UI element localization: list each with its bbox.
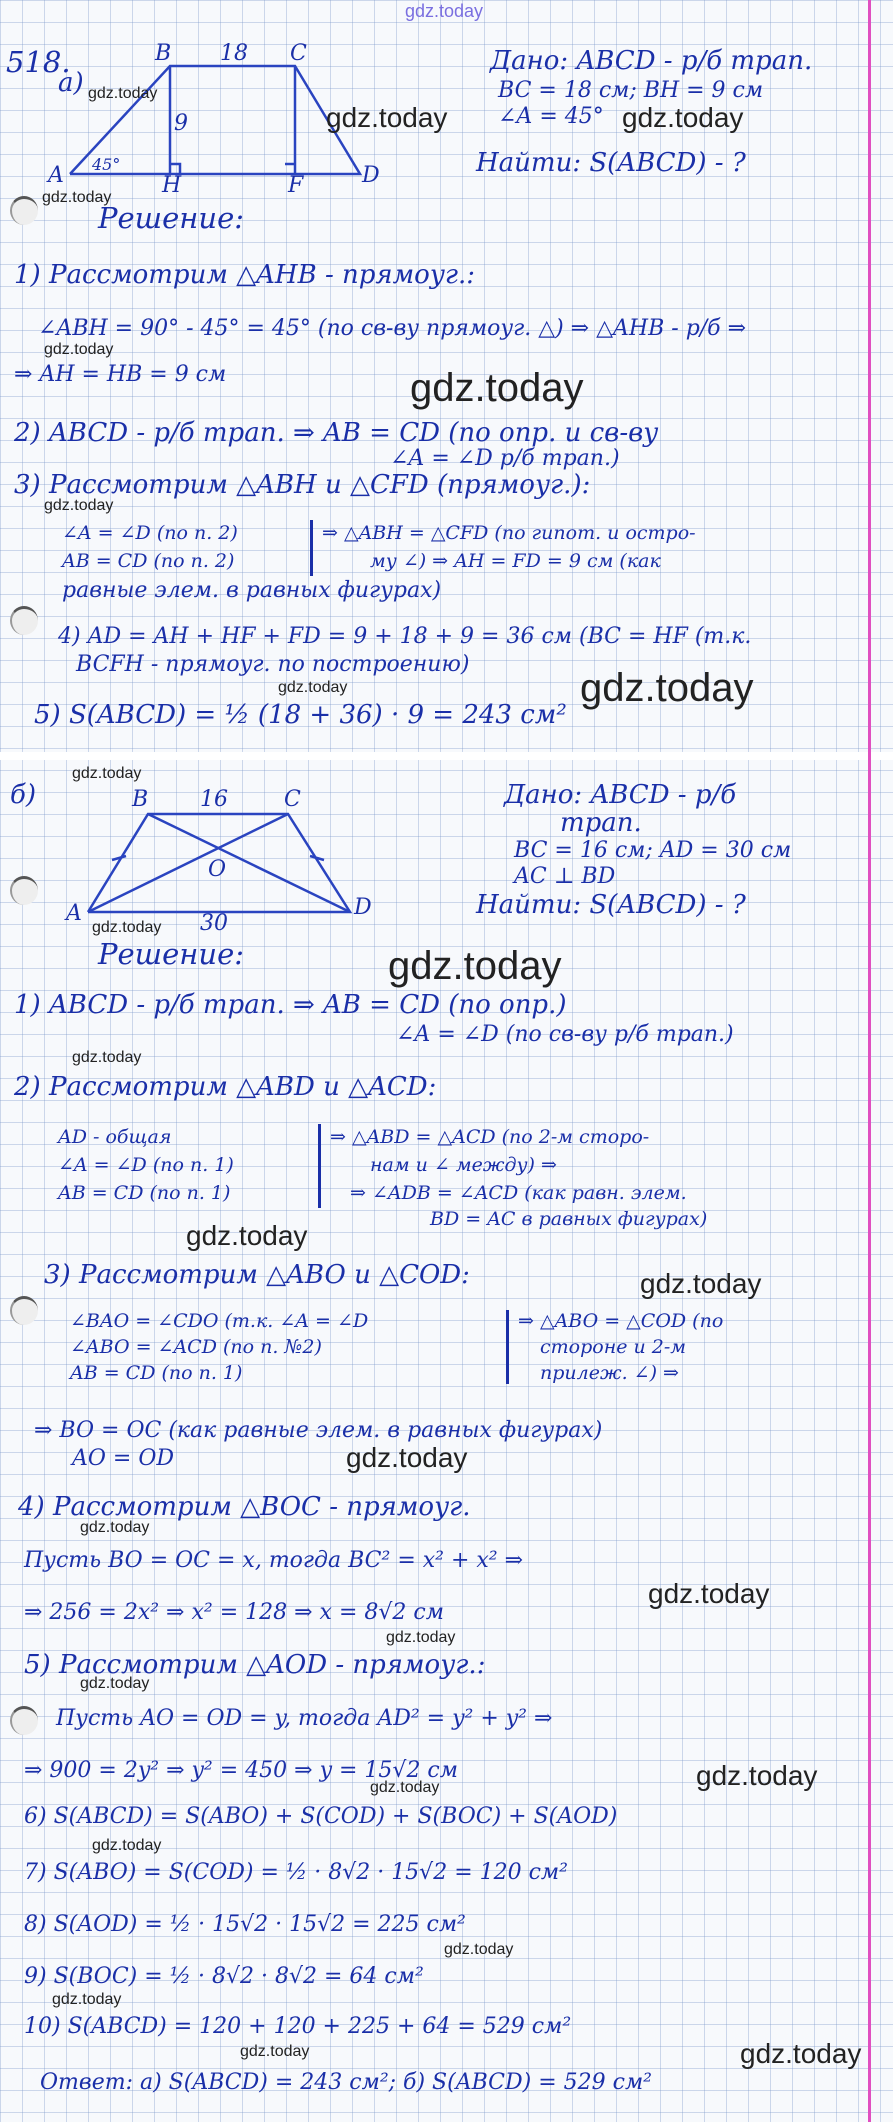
step-b-29: 9) S(BOC) = ½ · 8√2 · 8√2 = 64 см² — [24, 1964, 424, 1989]
brace — [310, 520, 313, 576]
watermark: gdz.today — [740, 2038, 862, 2069]
solution-a-title: Решение: — [98, 201, 245, 235]
step-a-13: BCFH - прямоуг. по построению) — [76, 652, 470, 677]
step-a-10: му ∠) ⇒ AH = FD = 9 см (как — [370, 550, 661, 572]
vertex-h: H — [162, 173, 182, 198]
watermark: gdz.today — [80, 1675, 150, 1692]
step-b-10: BD = AC в равных фигурах) — [430, 1208, 708, 1230]
step-b-6: AB = CD (по п. 1) — [58, 1182, 231, 1204]
step-b-30: 10) S(ABCD) = 120 + 120 + 225 + 64 = 529 см² — [24, 2014, 572, 2039]
vertex-c: C — [290, 41, 307, 66]
step-b-28: 8) S(AOD) = ½ · 15√2 · 15√2 = 225 см² — [24, 1912, 466, 1937]
watermark: gdz.today — [444, 1941, 514, 1958]
step-b-4: AD - общая — [58, 1126, 172, 1148]
watermark: gdz.today — [388, 944, 562, 988]
step-a-4: 2) ABCD - р/б трап. ⇒ AB = CD (по опр. и св-ву — [14, 418, 659, 448]
step-b-5: ∠A = ∠D (по п. 1) — [58, 1154, 234, 1176]
watermark: gdz.today — [72, 765, 142, 782]
step-a-9: ⇒ △ABH = △CFD (по гипот. и остро- — [322, 522, 696, 544]
step-b-23: 5) Рассмотрим △AOD - прямоуг.: — [24, 1650, 486, 1680]
step-a-7: ∠A = ∠D (по п. 2) — [62, 522, 238, 544]
watermark: gdz.today — [80, 1519, 150, 1536]
trapezoid-figure-b — [60, 782, 380, 936]
side-bc-label: 16 — [200, 787, 228, 812]
angle-label: 45° — [92, 155, 121, 174]
watermark: gdz.today — [92, 919, 162, 936]
step-b-22: ⇒ 256 = 2x² ⇒ x² = 128 ⇒ x = 8√2 см — [24, 1600, 444, 1625]
watermark: gdz.today — [622, 102, 744, 133]
binder-hole — [10, 1296, 38, 1325]
vertex-d: D — [354, 895, 372, 920]
vertex-a: A — [48, 163, 64, 188]
watermark: gdz.today — [278, 679, 348, 696]
step-b-9: ⇒ ∠ADB = ∠ACD (как равн. элем. — [350, 1182, 687, 1204]
watermark-top: gdz.today — [405, 1, 484, 21]
part-a-label: a) — [58, 68, 84, 98]
margin-line — [868, 0, 871, 2122]
vertex-f: F — [288, 173, 304, 198]
height-label: 9 — [174, 111, 188, 136]
binder-hole — [10, 1706, 38, 1735]
watermark: gdz.today — [696, 1760, 818, 1791]
step-b-2: ∠A = ∠D (по св-ву р/б трап.) — [396, 1022, 734, 1047]
given-a-line2: BC = 18 см; BH = 9 см — [498, 78, 764, 103]
watermark: gdz.today — [370, 1779, 440, 1796]
watermark: gdz.today — [240, 2043, 310, 2060]
part-b-label: б) — [10, 780, 37, 810]
watermark: gdz.today — [42, 189, 112, 206]
step-b-13: ∠ABO = ∠ACD (по п. №2) — [70, 1336, 322, 1358]
side-ad-label: 30 — [200, 911, 228, 936]
step-a-11: равные элем. в равных фигурах) — [62, 578, 442, 603]
step-b-8: нам и ∠ между) ⇒ — [370, 1154, 557, 1176]
brace — [506, 1310, 509, 1384]
given-a-line1: Дано: ABCD - р/б трап. — [490, 46, 813, 76]
vertex-c: C — [284, 787, 301, 812]
step-a-3: ⇒ AH = HB = 9 см — [14, 362, 227, 387]
step-b-18: ⇒ BO = OC (как равные элем. в равных фигурах) — [34, 1418, 603, 1443]
vertex-a: A — [66, 901, 82, 926]
given-b-line3: BC = 16 см; AD = 30 см — [514, 838, 792, 863]
answer: Ответ: а) S(ABCD) = 243 см²; б) S(ABCD) = 529 см² — [40, 2070, 653, 2095]
step-a-8: AB = CD (по п. 2) — [62, 550, 235, 572]
binder-hole — [10, 876, 38, 905]
given-b-line2: трап. — [560, 808, 642, 838]
watermark: gdz.today — [52, 1991, 122, 2008]
step-b-11: 3) Рассмотрим △ABO и △COD: — [44, 1260, 470, 1290]
vertex-b: B — [155, 41, 172, 66]
vertex-b: B — [132, 787, 149, 812]
binder-hole — [10, 606, 38, 635]
watermark: gdz.today — [346, 1442, 468, 1473]
step-b-26: 6) S(ABCD) = S(ABO) + S(COD) + S(BOC) + S(AOD) — [24, 1804, 618, 1829]
brace — [318, 1124, 321, 1208]
step-b-1: 1) ABCD - р/б трап. ⇒ AB = CD (по опр.) — [14, 990, 567, 1020]
step-a-2: ∠ABH = 90° - 45° = 45° (по св-ву прямоуг. △) ⇒ △AHB - р/б ⇒ — [38, 316, 747, 341]
step-a-14: 5) S(ABCD) = ½ (18 + 36) · 9 = 243 см² — [34, 700, 567, 730]
given-b-line1: Дано: ABCD - р/б — [504, 780, 737, 810]
watermark: gdz.today — [640, 1268, 762, 1299]
watermark: gdz.today — [648, 1578, 770, 1609]
side-bc-label: 18 — [220, 41, 248, 66]
step-a-5: ∠A = ∠D р/б трап.) — [390, 446, 620, 471]
find-b: Найти: S(ABCD) - ? — [476, 890, 746, 920]
vertex-d: D — [362, 163, 380, 188]
page-divider — [0, 752, 893, 760]
watermark: gdz.today — [326, 102, 448, 133]
step-a-1: 1) Рассмотрим △AHB - прямоуг.: — [14, 260, 476, 290]
solution-b-title: Решение: — [98, 937, 245, 971]
watermark: gdz.today — [44, 497, 114, 514]
vertex-o: O — [208, 857, 227, 882]
step-b-16: стороне и 2-м — [540, 1336, 687, 1358]
step-b-17: прилеж. ∠) ⇒ — [540, 1362, 679, 1384]
watermark: gdz.today — [580, 666, 754, 710]
watermark: gdz.today — [88, 85, 158, 102]
watermark: gdz.today — [186, 1220, 308, 1251]
given-a-line3: ∠A = 45° — [498, 104, 604, 129]
watermark: gdz.today — [386, 1629, 456, 1646]
given-b-line4: AC ⊥ BD — [514, 864, 616, 889]
step-a-6: 3) Рассмотрим △ABH и △CFD (прямоуг.): — [14, 470, 591, 500]
binder-hole — [10, 196, 38, 225]
step-b-27: 7) S(ABO) = S(COD) = ½ · 8√2 · 15√2 = 120 см² — [24, 1860, 568, 1885]
step-b-15: ⇒ △ABO = △COD (по — [518, 1310, 724, 1332]
watermark: gdz.today — [72, 1049, 142, 1066]
find-a: Найти: S(ABCD) - ? — [476, 148, 746, 178]
watermark: gdz.today — [44, 341, 114, 358]
step-b-3: 2) Рассмотрим △ABD и △ACD: — [14, 1072, 437, 1102]
watermark: gdz.today — [410, 366, 584, 410]
step-b-20: 4) Рассмотрим △BOC - прямоуг. — [18, 1492, 471, 1522]
watermark: gdz.today — [92, 1837, 162, 1854]
step-a-12: 4) AD = AH + HF + FD = 9 + 18 + 9 = 36 см (BC = HF (т.к. — [58, 624, 752, 649]
step-b-7: ⇒ △ABD = △ACD (по 2-м сторо- — [330, 1126, 650, 1148]
step-b-25: ⇒ 900 = 2y² ⇒ y² = 450 ⇒ y = 15√2 см — [24, 1758, 458, 1783]
step-b-19: AO = OD — [72, 1446, 175, 1471]
step-b-24: Пусть AO = OD = y, тогда AD² = y² + y² ⇒ — [56, 1706, 553, 1731]
problem-number: 518. — [6, 45, 71, 79]
step-b-14: AB = CD (по п. 1) — [70, 1362, 243, 1384]
step-b-12: ∠BAO = ∠CDO (т.к. ∠A = ∠D — [70, 1310, 369, 1332]
step-b-21: Пусть BO = OC = x, тогда BC² = x² + x² ⇒ — [24, 1548, 524, 1573]
